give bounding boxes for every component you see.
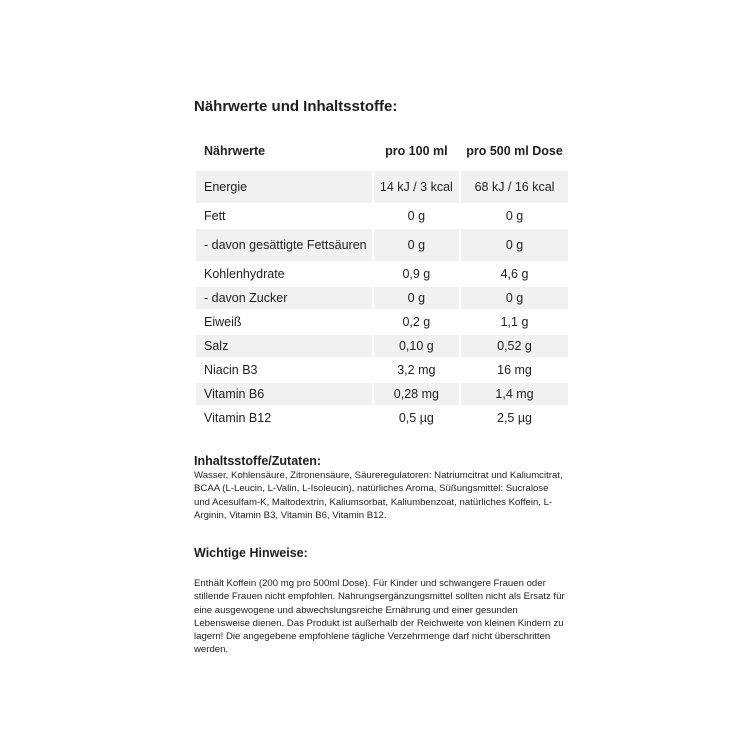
col-header-nutrient: Nährwerte <box>204 144 266 158</box>
value-per-can: 1,1 g <box>500 315 529 329</box>
value-per-100ml: 0,10 g <box>374 335 459 357</box>
col-header-per-100ml: pro 100 ml <box>385 144 448 158</box>
table-row <box>196 171 568 203</box>
value-per-can: 4,6 g <box>500 267 529 281</box>
nutrient-name: - davon Zucker <box>196 287 372 309</box>
nutrient-name: Vitamin B6 <box>196 383 372 405</box>
page-heading: Nährwerte und Inhaltsstoffe: <box>194 98 398 115</box>
ingredients-title: Inhaltsstoffe/Zutaten: <box>194 454 322 468</box>
table-row <box>196 383 568 405</box>
value-per-can: 0 g <box>505 209 524 223</box>
value-per-can: 0 g <box>461 229 568 261</box>
table-row <box>196 287 568 309</box>
nutrient-name: Salz <box>196 335 372 357</box>
nutrition-table <box>194 131 570 431</box>
value-per-100ml: 0 g <box>374 229 459 261</box>
table-row <box>196 335 568 357</box>
ingredients-text: Wasser, Kohlensäure, Zitronensäure, Säureregulatoren: Natriumcitrat und Kaliumcitrat, BCAA (L-Leucin, L-Valin, L-Isoleucin), natürliches Aroma, Süßungsmittel: Sucralose und Acesulfam-K, Maltodextrin, Kaliumsorbat, Kaliumbenzoat, natürliches Koffein, L-Arginin, Vitamin B3, Vitamin B6, Vitamin B12. <box>194 470 563 521</box>
notes-title: Wichtige Hinweise: <box>194 546 308 560</box>
value-per-can: 16 mg <box>497 363 532 377</box>
nutrient-name: Vitamin B12 <box>204 411 272 425</box>
col-header-per-can: pro 500 ml Dose <box>466 144 563 158</box>
nutrient-name: - davon gesättigte Fettsäuren <box>196 229 372 261</box>
nutrient-name: Fett <box>204 209 226 223</box>
nutrient-name: Kohlenhydrate <box>204 267 285 281</box>
nutrient-name: Niacin B3 <box>204 363 258 377</box>
value-per-can: 0 g <box>461 287 568 309</box>
value-per-can: 1,4 mg <box>461 383 568 405</box>
value-per-100ml: 0,9 g <box>402 267 431 281</box>
value-per-100ml: 0 g <box>374 287 459 309</box>
value-per-can: 68 kJ / 16 kcal <box>461 171 568 203</box>
table-row <box>196 359 568 381</box>
nutrient-name: Energie <box>196 171 372 203</box>
value-per-100ml: 0,5 µg <box>398 411 434 425</box>
value-per-can: 0,52 g <box>461 335 568 357</box>
value-per-100ml: 3,2 mg <box>397 363 436 377</box>
table-header-row <box>196 133 568 169</box>
value-per-100ml: 0,2 g <box>402 315 431 329</box>
table-row <box>196 263 568 285</box>
table-row <box>196 229 568 261</box>
value-per-100ml: 0,28 mg <box>374 383 459 405</box>
nutrient-name: Eiweiß <box>204 315 242 329</box>
notes-text: Enthält Koffein (200 mg pro 500ml Dose). Für Kinder und schwangere Frauen oder stillende Frauen nicht empfohlen. Nahrungsergänzungsmittel sollten nicht als Ersatz für eine ausgewogene und abwechslungsreiche Ernährung und einer gesunden Lebensweise dienen. Das Produkt ist außerhalb der Reichweite von kleinen Kindern zu lagern! Die angegebene empfohlene tägliche Verzehrmenge darf nicht überschritten werden. <box>194 578 565 656</box>
value-per-can: 2,5 µg <box>497 411 533 425</box>
table-row <box>196 407 568 429</box>
value-per-100ml: 14 kJ / 3 kcal <box>374 171 459 203</box>
table-row <box>196 311 568 333</box>
table-row <box>196 205 568 227</box>
value-per-100ml: 0 g <box>407 209 426 223</box>
